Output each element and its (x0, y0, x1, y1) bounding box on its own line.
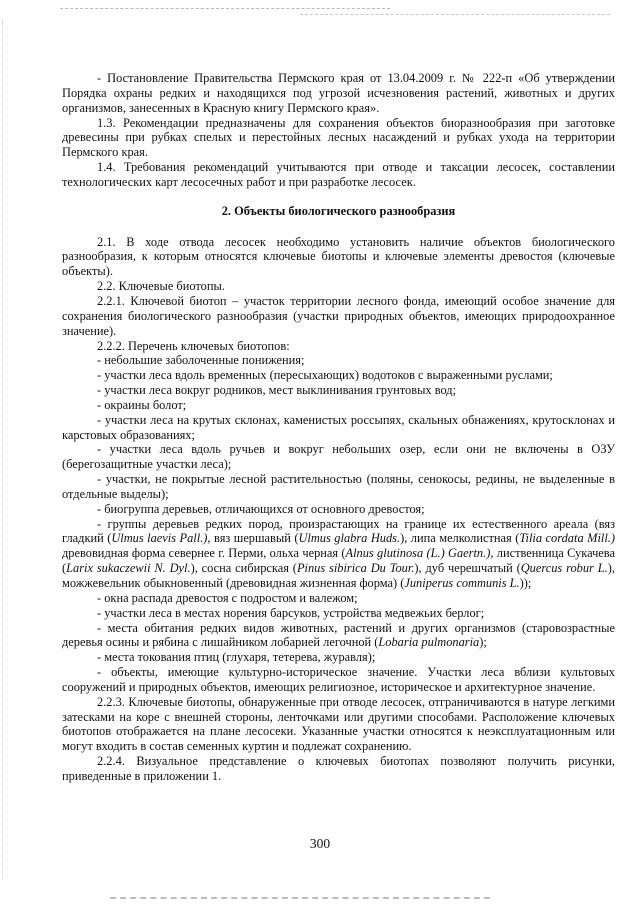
text-run: ), сосна сибирская ( (190, 561, 297, 576)
species-name: Tilia cordata Mill.) (519, 531, 615, 546)
scan-artifact-left-edge (2, 20, 3, 880)
text-run: )); (519, 576, 532, 590)
list-item: - участки, не покрытые лесной растительностью (поляны, сенокосы, редины, не выделенные в отдельные выделы); (62, 472, 615, 501)
paragraph-2-2-2: 2.2.2. Перечень ключевых биотопов: (97, 338, 290, 353)
list-item: - участки леса вдоль ручьев и вокруг небольших озер, если они не включены в ОЗУ (берегозащитные участки леса); (62, 442, 615, 472)
species-name: Alnus glutinosa (L.) Gaertn.), (345, 546, 494, 561)
species-name: Juniperus communis L. (404, 576, 520, 590)
species-name: Pinus sibirica Du Tour. (296, 561, 415, 576)
species-name: Quercus robur L. (520, 561, 608, 576)
text-run: - группы деревьев редких пород, произрастающих на границе их естественного ареала (вяз гладкий ( (62, 516, 615, 546)
text-run: ); (479, 635, 487, 650)
list-item: - участки леса вдоль временных (пересыхающих) водотоков с выраженными руслами; (97, 368, 553, 383)
list-item-lobaria (62, 621, 615, 651)
list-item: - биогруппа деревьев, отличающихся от основного древостоя; (97, 501, 425, 516)
paragraph-1-4: 1.4. Требования рекомендаций учитываются при отводе и таксации лесосек, составлении технологических карт лесосечных работ и при разработке лесосек. (62, 160, 615, 189)
list-item: - окна распада древостоя с подростом и валежом; (97, 590, 358, 605)
paragraph-2-2-4: 2.2.4. Визуальное представление о ключевых биотопах позволяют получить рисунки, приведенные в приложении 1. (62, 754, 615, 783)
document-body (62, 71, 615, 784)
text-run: ), можжевельник обыкновенный (древовидная жизненная форма) ( (62, 561, 615, 590)
text-run: древовидная форма севернее г. Перми, ольха черная ( (62, 546, 346, 561)
text-run: вяз шершавый ( (210, 531, 299, 546)
paragraph-2-2-1: 2.2.1. Ключевой биотоп – участок территории лесного фонда, имеющий особое значение для сохранения биологического разнообразия (участки природных объектов, имеющих природоохранное значение). (62, 293, 615, 338)
page-number: 300 (309, 836, 331, 851)
list-item: - участки леса в местах норения барсуков, устройства медвежьих берлог; (97, 605, 485, 620)
paragraph-2-2: 2.2. Ключевые биотопы. (97, 279, 225, 294)
species-name: Larix sukaczewii N. Dyl. (66, 561, 191, 576)
text-run: лиственница Сукачева ( (62, 546, 615, 576)
list-item-rare-trees (62, 517, 615, 591)
text-run: ), липа мелколистная ( (400, 531, 520, 546)
paragraph-1-3: 1.3. Рекомендации предназначены для сохранения объектов биоразнообразия при заготовке древесины при рубках спелых и перестойных лесных насаждений и рубках ухода на территории Пермского края. (62, 115, 615, 160)
list-item: - места токования птиц (глухаря, тетерева, журавля); (97, 650, 376, 665)
scan-artifact-top-rule (60, 8, 390, 9)
species-name: Ulmus glabra Huds. (298, 531, 401, 546)
text-run: - места обитания редких видов животных, растений и других организмов (старовозрастные деревья осины и рябина с лишайником лобарией легочной ( (62, 620, 615, 650)
section-heading: 2. Объекты биологического разнообразия (221, 203, 456, 218)
list-item: - окраины болот; (97, 397, 187, 412)
paragraph-decree: - Постановление Правительства Пермского края от 13.04.2009 г. № 222-п «Об утверждении Порядка охраны редких и находящихся под угрозой исчезновения растений, животных и других организмов, занесенных в Красную книгу Пермского края». (62, 71, 615, 115)
list-item: - объекты, имеющие культурно-историческое значение. Участки леса вблизи культовых сооружений и природных объектов, имеющих религиозное, историческое и архитектурное значение. (62, 665, 615, 694)
text-run: ), дуб черешчатый ( (414, 561, 521, 576)
list-item: - участки леса вокруг родников, мест выклинивания грунтовых вод; (97, 383, 457, 398)
list-item: - участки леса на крутых склонах, каменистых россыпях, скальных обнажениях, крутосклонах и карстовых образованиях; (62, 412, 615, 442)
scan-artifact-bottom-rule (110, 897, 490, 899)
scan-artifact-top-rule-2 (300, 14, 610, 15)
species-name: Ulmus laevis Pall.), (111, 531, 211, 546)
paragraph-2-1: 2.1. В ходе отвода лесосек необходимо установить наличие объектов биологического разнообразия, к которым относятся ключевые биотопы и ключевые элементы древостоя (ключевые объекты). (62, 234, 615, 279)
paragraph-2-2-3: 2.2.3. Ключевые биотопы, обнаруженные при отводе лесосек, отграничиваются в натуре легкими затесками на коре с внешней стороны, ленточками или другими способами. Расположение ключевых биотопов отображается на плане лесосеки. Указанные участки относятся к неэксплуатационным или могут входить в состав семенных куртин и подлежат сохранению. (62, 694, 615, 754)
list-item: - небольшие заболоченные понижения; (97, 353, 305, 368)
species-name: Lobaria pulmonaria (378, 635, 480, 650)
